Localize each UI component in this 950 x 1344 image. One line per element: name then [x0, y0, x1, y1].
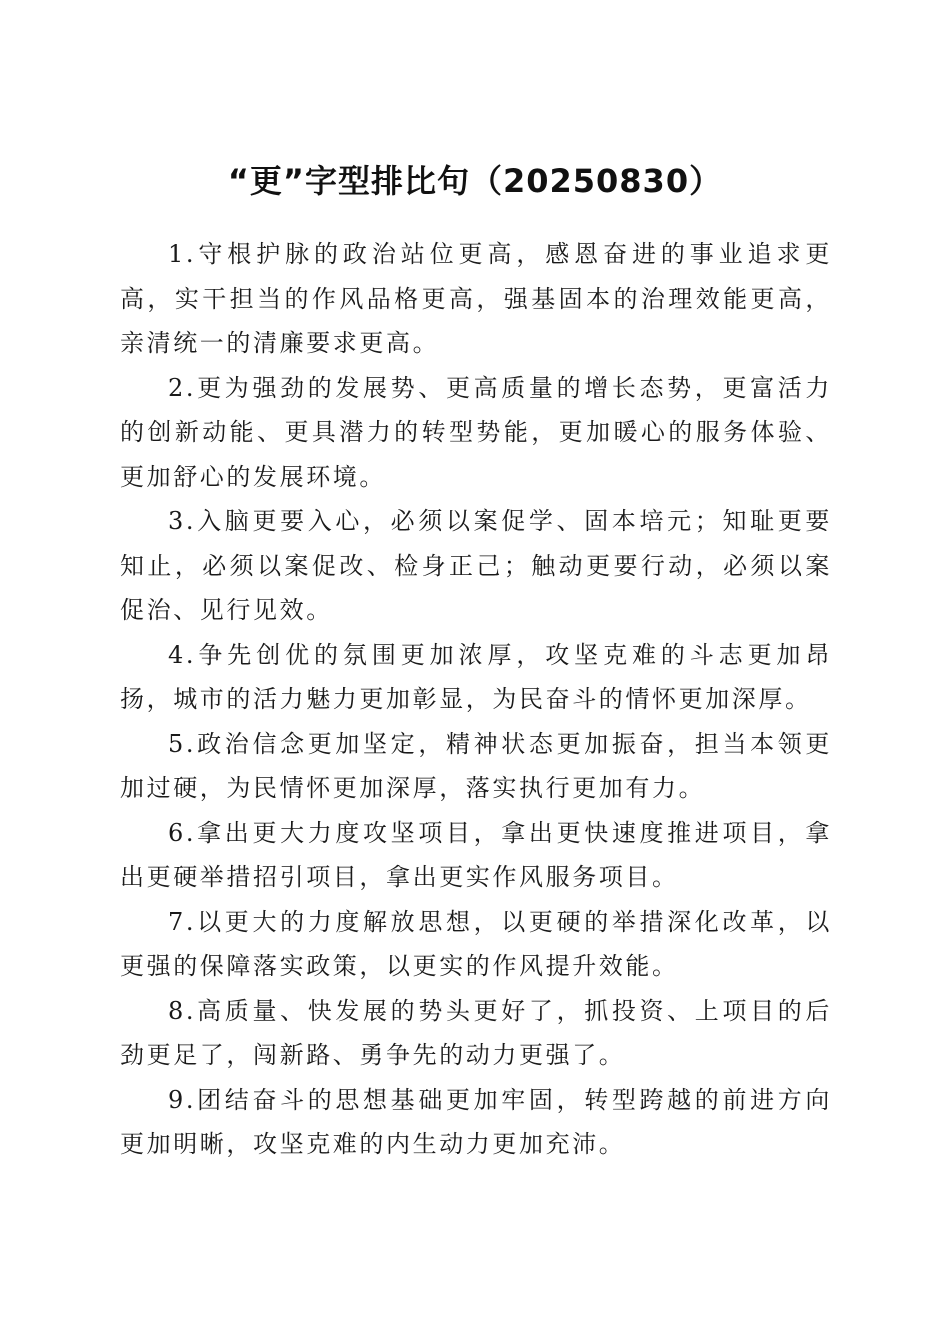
document-body: [120, 232, 832, 1167]
paragraph-7: 7.以更大的力度解放思想，以更硬的举措深化改革，以更强的保障落实政策，以更实的作风提升效能。: [120, 907, 832, 980]
paragraph-5: 5.政治信念更加坚定，精神状态更加振奋，担当本领更加过硬，为民情怀更加深厚，落实执行更加有力。: [120, 729, 832, 802]
paragraph-3: 3.入脑更要入心，必须以案促学、固本培元；知耻更要知止，必须以案促改、检身正己；触动更要行动，必须以案促治、见行见效。: [120, 507, 832, 624]
page-title: “更”字型排比句（20250830）: [227, 162, 723, 201]
paragraph-1: 1.守根护脉的政治站位更高，感恩奋进的事业追求更高，实干担当的作风品格更高，强基固本的治理效能更高，亲清统一的清廉要求更高。: [120, 240, 832, 357]
paragraph-6: 6.拿出更大力度攻坚项目，拿出更快速度推进项目，拿出更硬举措招引项目，拿出更实作风服务项目。: [120, 818, 832, 891]
paragraph-9: 9.团结奋斗的思想基础更加牢固，转型跨越的前进方向更加明晰，攻坚克难的内生动力更加充沛。: [120, 1085, 832, 1158]
paragraph-8: 8.高质量、快发展的势头更好了，抓投资、上项目的后劲更足了，闯新路、勇争先的动力更强了。: [120, 996, 832, 1069]
paragraph-4: 4.争先创优的氛围更加浓厚，攻坚克难的斗志更加昂扬，城市的活力魅力更加彰显，为民奋斗的情怀更加深厚。: [120, 640, 832, 713]
paragraph-2: 2.更为强劲的发展势、更高质量的增长态势，更富活力的创新动能、更具潜力的转型势能，更加暖心的服务体验、更加舒心的发展环境。: [120, 373, 832, 491]
